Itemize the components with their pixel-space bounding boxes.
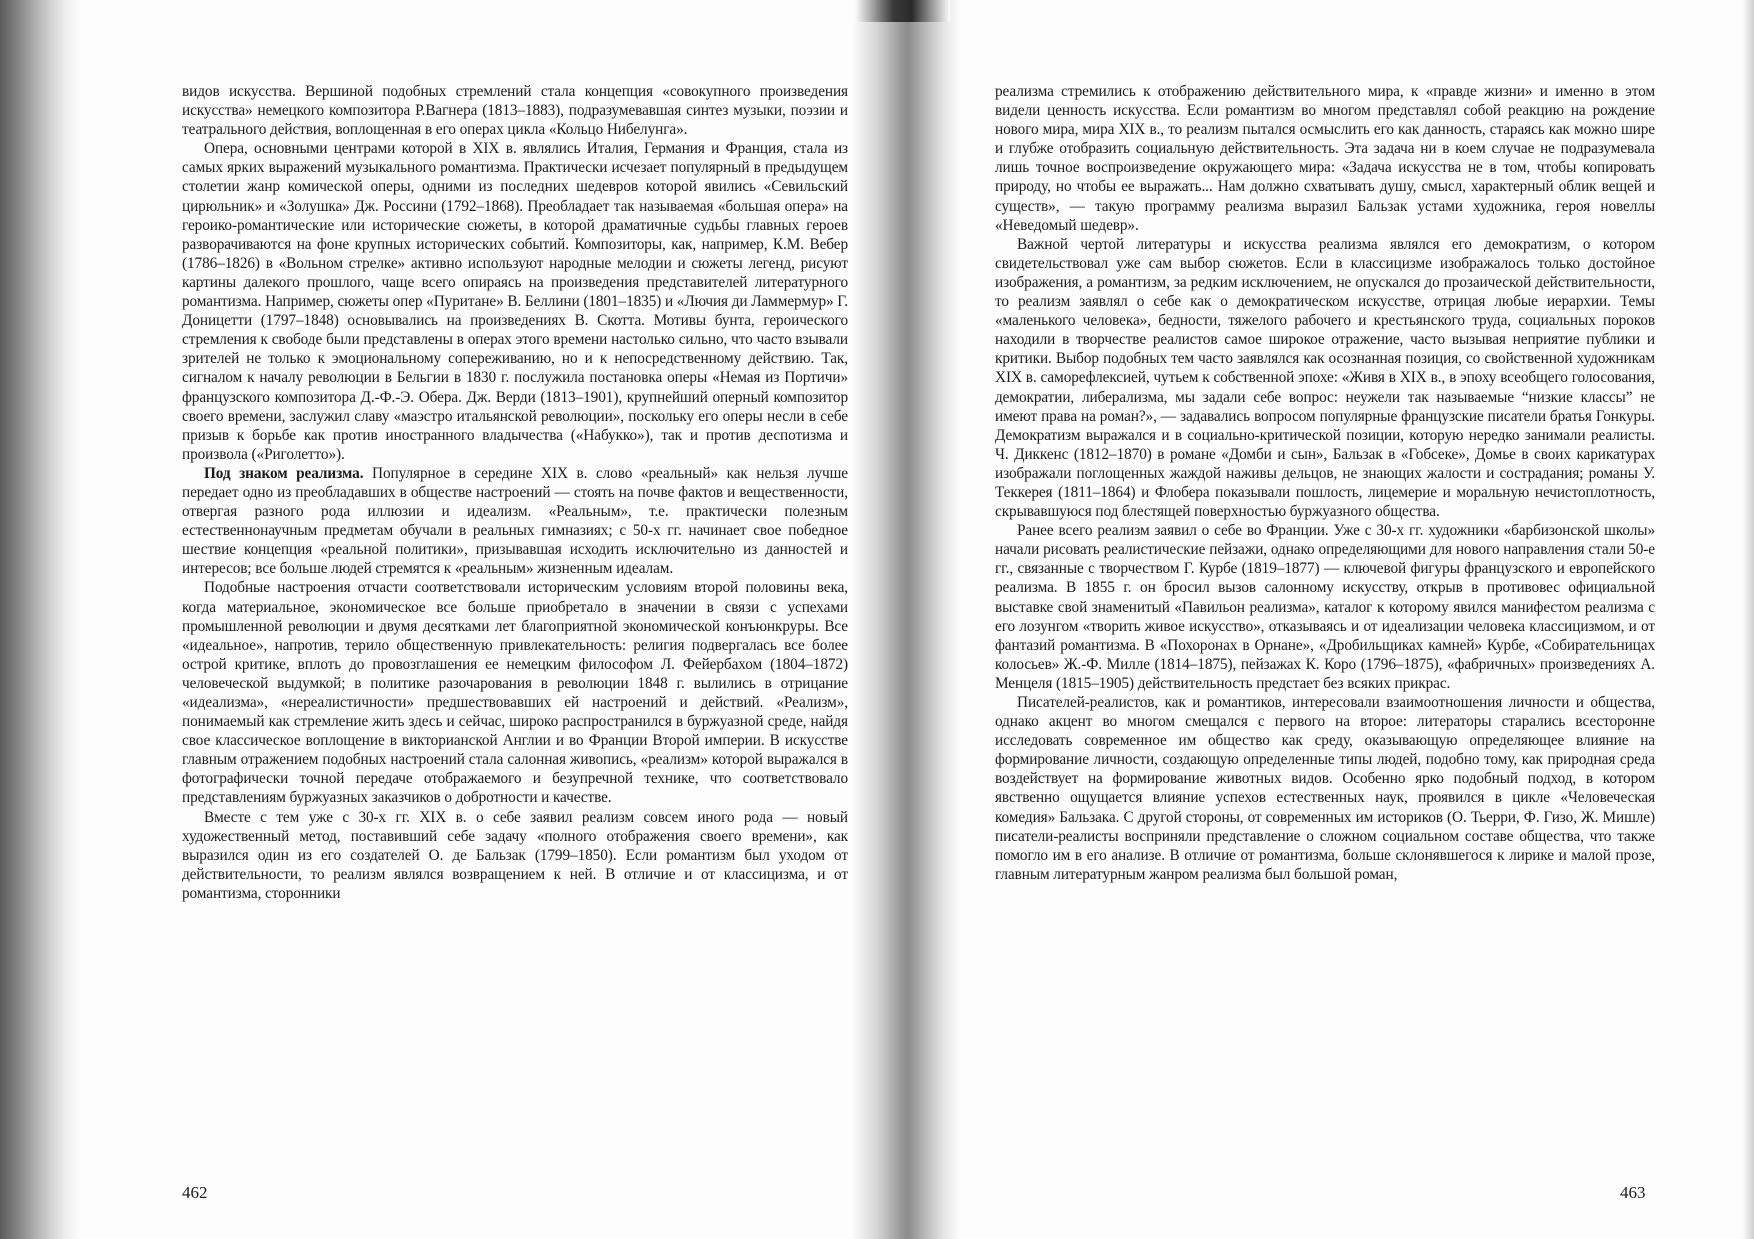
paragraph: Писателей-реалистов, как и романтиков, интересовали взаимоотношения личности и общества, однако акцент во многом смещался с первого на второе: литераторы старались всесторонне исследовать современное им общество как среду, оказывающую определяющее влияние на формирование личности, создающую определенные типы людей, подобно тому, как природная среда воздействует на формирование животных видов. Особенно ярко подобный подход, в котором явственно ощущается влияние успехов естественных наук, проявился в цикле «Человеческая комедия» Бальзака. С другой стороны, от современных им историков (О. Тьерри, Ф. Гизо, Ж. Мишле) писатели-реалисты восприняли представление о сложном социальном составе общества, что также помогло им в его анализе. В отличие от романтизма, больше склонявшегося к лирике и малой прозе, главным литературным жанром реализма был большой роман, [995, 694, 1655, 883]
paragraph: видов искусства. Вершиной подобных стремлений стала концепция «совокупного произведения искусства» немецкого композитора Р.Вагнера (1813–1883), подразумевавшая синтез музыки, поэзии и театрального действия, воплощенная в его операх цикла «Кольцо Нибелунга». [182, 83, 848, 139]
left-page [182, 82, 848, 903]
right-page-text [995, 82, 1655, 884]
paragraph-with-heading [182, 464, 848, 579]
gutter-top-shadow [855, 0, 950, 22]
page-number-left: 462 [182, 1183, 208, 1202]
book-gutter [852, 0, 960, 1239]
paragraph-body: Популярное в середине XIX в. слово «реальный» как нельзя лучше передает одно из преобладавших в обществе настроений — стоять на почве фактов и вещественности, отвергая разного рода иллюзии и идеализм. «Реальным», т.е. практически полезным естественнонаучным предметам обучали в реальных гимназиях; с 50-х гг. начинает свое победное шествие концепция «реальной политики», призывавшая исходить исключительно из данностей и интересов; все больше людей стремятся к «реальным» жизненным идеалам. [182, 464, 848, 578]
page-edge-shadow-left [0, 0, 80, 1239]
paragraph: Опера, основными центрами которой в XIX в. являлись Италия, Германия и Франция, стала из самых ярких выражений музыкального романтизма. Практически исчезает популярный в предыдущем столетии жанр комической оперы, одними из последних шедевров которой явились «Севильский цирюльник» и «Золушка» Дж. Россини (1792–1868). Преобладает так называемая «большая опера» на героико-романтические или исторические сюжеты, в которой драматичные судьбы главных героев разворачиваются на фоне крупных исторических событий. Композиторы, как, например, К.М. Вебер (1786–1826) в «Вольном стрелке» активно используют народные мелодии и сюжеты легенд, рисуют картины далекого прошлого, чаще всего опираясь на произведения представителей литературного романтизма. Например, сюжеты опер «Пуритане» В. Беллини (1801–1835) и «Лючия ди Ламмермур» Г. Доницетти (1797–1848) основывались на произведениях В. Скотта. Мотивы бунта, героического стремления к свободе были представлены в операх этого времени настолько сильно, что часто взывали зрителей не только к эмоциональному сопереживанию, но и к непосредственному действию. Так, сигналом к началу революции в Бельгии в 1830 г. послужила постановка оперы «Немая из Портичи» французского композитора Д.-Ф.-Э. Обера. Дж. Верди (1813–1901), крупнейший оперный композитор своего времени, заслужил славу «маэстро итальянской революции», поскольку его оперы несли в себе призыв к борьбе как против иностранного владычества («Набукко»), так и против деспотизма и произвола («Риголетто»). [182, 140, 849, 463]
paragraph: Подобные настроения отчасти соответствовали историческим условиям второй половины века, когда материальное, экономическое все больше приобретало в значении в связи с успехами промышленной революции и двумя десятками лет благоприятной экономической конъюнкруры. Все «идеальное», напротив, терило общественную привлекательность: религия подвергалась все более острой критике, вплоть до провозглашения ее немецким философом Л. Фейербахом (1804–1872) человеческой выдумкой; в политике разочарования в революции 1848 г. вылились в отрицание «идеализма», «нереалистичности» предшествовавших ей настроений и действий. «Реализм», понимаемый как стремление жить здесь и сейчас, широко распространился в буржуазной среде, найдя свое классическое воплощение в викторианской Англии и во Франции Второй империи. В искусстве главным отражением подобных настроений стала салонная живопись, «реализм» которой выражался в фотографически точной передаче отображаемого и безупречной технике, что соответствовало представлениям буржуазных заказчиков о добротности и качестве. [182, 579, 848, 807]
page-edge-shadow-right [1742, 0, 1754, 1239]
page-number-right: 463 [1620, 1183, 1646, 1202]
paragraph: Вместе с тем уже с 30-х гг. XIX в. о себе заявил реализм совсем иного рода — новый художественный метод, поставивший себе задачу «полного отображения своего времени», как выразился один из его создателей О. де Бальзак (1799–1850). Если романтизм был уходом от действительности, то реализм являлся возвращением к ней. В отличие и от классицизма, и от романтизма, сторонники [182, 808, 848, 902]
paragraph: реализма стремились к отображению действительного мира, к «правде жизни» и именно в этом видели ценность искусства. Если романтизм во многом представлял собой реакцию на рождение нового мира, мира XIX в., то реализм пытался осмыслить его как данность, стараясь как можно шире и глубже отобразить социальную действительность. Эта задача ни в коем случае не подразумевала лишь точное воспроизведение окружающего мира: «Задача искусства не в том, чтобы копировать природу, но чтобы ее выражать... Нам должно схватывать душу, смысл, характерный облик вещей и существ», — такую программу реализма выразил Бальзак устами художника, героя новеллы «Неведомый шедевр». [995, 83, 1655, 234]
section-run-in-heading: Под знаком реализма. [204, 464, 364, 482]
left-page-text [182, 82, 848, 903]
right-page [995, 82, 1655, 884]
paragraph: Ранее всего реализм заявил о себе во Франции. Уже с 30-х гг. художники «барбизонской школы» начали рисовать реалистические пейзажи, однако определяющими для нового направления стали 50-е гг., связанные с творчеством Г. Курбе (1819–1877) — ключевой фигуры французского и европейского реализма. В 1855 г. он бросил вызов салонному искусству, открыв в противовес официальной выставке свой знаменитый «Павильон реализма», каталог к которому явился манифестом реализма с его лозунгом «творить живое искусство», отказываясь и от идеализации человека классицизмом, и от фантазий романтизма. В «Похоронах в Орнане», «Дробильщиках камней» Курбе, «Собирательницах колосьев» Ж.-Ф. Милле (1814–1875), пейзажах К. Коро (1796–1875), «фабричных» произведениях А. Менцеля (1815–1905) действительность предстает без всяких прикрас. [995, 522, 1655, 692]
paragraph: Важной чертой литературы и искусства реализма являлся его демократизм, о котором свидетельствовал уже сам выбор сюжетов. Если в классицизме изображалось только достойное изображения, а романтизм, за редким исключением, не опускался до прозаической действительности, то реализм заявлял о себе как о демократическом искусстве, отрицая любые иерархии. Темы «маленького человека», бедности, тяжелого рабочего и крестьянского труда, социальных пороков находили в творчестве реалистов самое широкое отражение, часто вызывая неприятие публики и критики. Выбор подобных тем часто заявлялся как осознанная позиция, со свойственной художникам XIX в. саморефлексией, чутьем к собственной эпохе: «Живя в XIX в., в эпоху всеобщего голосования, демократии, либерализма, мы задали себе вопрос: неужели так называемые “низкие классы” не имеют права на роман?», — задавались вопросом популярные французские писатели братья Гонкуры. Демократизм выражался и в социально-критической позиции, которую нередко занимали реалисты. Ч. Диккенс (1812–1870) в романе «Домби и сын», Бальзак в «Гобсеке», Домье в своих карикатурах изображали поглощенных жаждой наживы дельцов, не знающих жалости и сострадания; романы У. Теккерея (1811–1864) и Флобера показывали пошлость, лицемерие и моральную нечистоплотность, скрывавшуюся под блестящей поверхностью буржуазного общества. [995, 235, 1655, 521]
